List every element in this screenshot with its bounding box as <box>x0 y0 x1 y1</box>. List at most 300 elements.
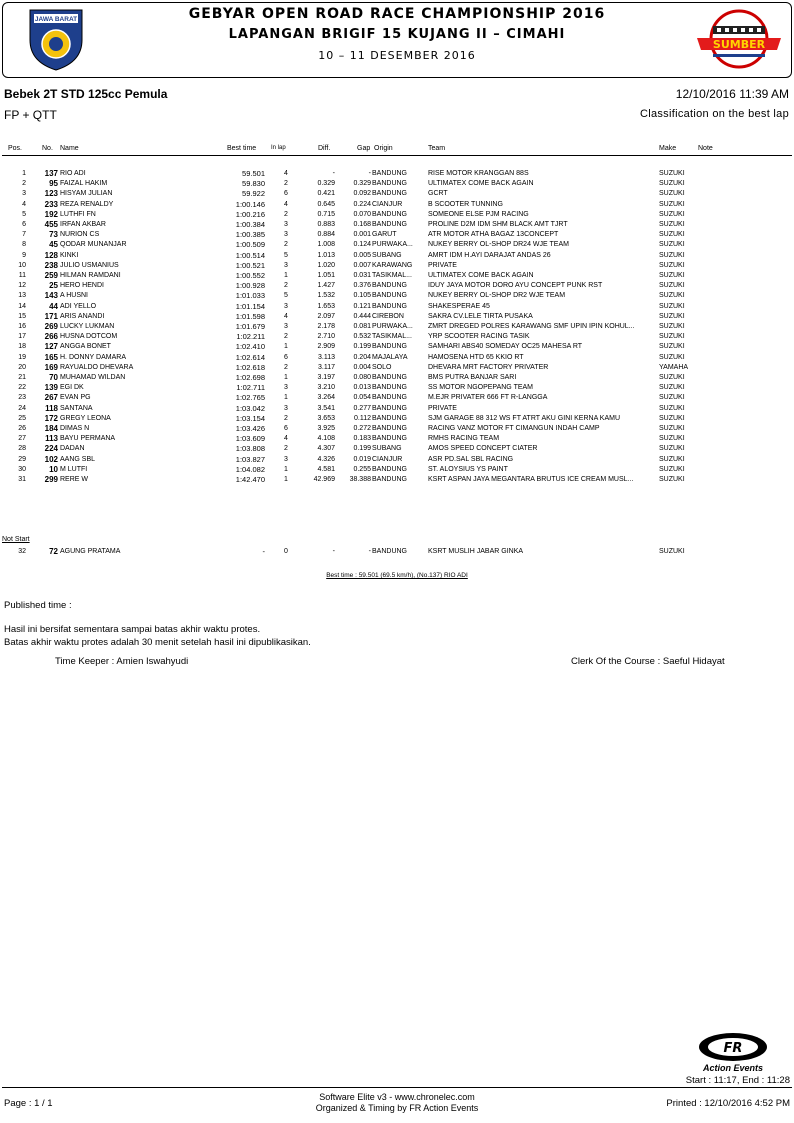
rider-name: RIO ADI <box>60 170 86 177</box>
event-title: GEBYAR OPEN ROAD RACE CHAMPIONSHIP 2016 <box>188 6 606 22</box>
diff: 4.108 <box>317 435 335 443</box>
result-number: 172 <box>44 413 58 423</box>
diff: 3.113 <box>318 353 335 361</box>
best-time: 1:02.698 <box>235 373 265 382</box>
table-row <box>0 302 794 312</box>
table-row <box>0 465 794 475</box>
gap: 0.199 <box>353 343 371 351</box>
team-name: PRIVATE <box>428 404 457 412</box>
diff: 0.715 <box>317 210 335 218</box>
origin: CIANJUR <box>372 200 403 208</box>
result-number: 267 <box>44 393 58 403</box>
col-header-best-time: Best time <box>227 145 257 152</box>
gap: 0.277 <box>353 404 371 412</box>
sponsor-logo-text: SUMBER <box>712 38 766 51</box>
origin: BANDUNG <box>372 210 408 218</box>
published-time: Published time : <box>4 600 72 611</box>
result-pos: 28 <box>18 445 26 453</box>
best-time: 1:03.154 <box>235 413 265 423</box>
make: SUZUKI <box>659 374 685 381</box>
col-header-team: Team <box>428 145 446 152</box>
result-pos: 7 <box>22 231 26 239</box>
diff: 4.581 <box>317 465 335 473</box>
origin: KARAWANG <box>372 261 413 269</box>
col-header-name: Name <box>60 145 79 152</box>
team-name: RMHS RACING TEAM <box>428 435 500 443</box>
origin: PURWAKA... <box>372 323 413 330</box>
result-pos: 6 <box>22 221 26 228</box>
left-badge-text: JAWA BARAT <box>34 16 78 23</box>
gap: 0.005 <box>353 251 371 259</box>
result-number: 73 <box>49 230 58 240</box>
in-lap: 3 <box>284 404 288 412</box>
make: SUZUKI <box>659 333 685 341</box>
in-lap: 4 <box>284 435 288 443</box>
team-name: ZMRT DREGED POLRES KARAWANG SMF UPIN IPIN KOHUL... <box>428 323 635 330</box>
col-header-pos: Pos. <box>8 145 23 152</box>
best-time: 1:03.042 <box>235 403 265 413</box>
result-number: 72 <box>49 547 58 556</box>
make: SUZUKI <box>659 251 685 259</box>
table-row <box>0 271 794 281</box>
team-name: PROLINE D2M IDM SHM BLACK AMT TJRT <box>428 221 568 228</box>
footer-divider <box>2 1087 792 1088</box>
in-lap: 1 <box>284 465 288 473</box>
gap: 0.105 <box>353 292 371 300</box>
gap: 0.183 <box>353 435 371 443</box>
in-lap: 3 <box>284 261 288 269</box>
col-header-in-lap: In lap <box>271 145 286 151</box>
make: SUZUKI <box>659 282 685 290</box>
best-time: 1:42.470 <box>235 475 265 484</box>
result-number: 169 <box>44 362 58 372</box>
make: SUZUKI <box>659 476 685 483</box>
rider-name: ARIS ANANDI <box>60 312 105 320</box>
diff: 0.645 <box>317 200 335 208</box>
rider-name: NURION CS <box>60 231 100 239</box>
result-number: 171 <box>44 311 58 321</box>
event-venue: LAPANGAN BRIGIF 15 KUJANG II – CIMAHI <box>228 27 566 42</box>
in-lap: 4 <box>284 200 288 208</box>
result-pos: 21 <box>18 374 26 381</box>
origin: BANDUNG <box>372 221 408 228</box>
gap: 0.019 <box>353 455 371 463</box>
make: SUZUKI <box>659 548 685 555</box>
in-lap: 6 <box>284 353 288 361</box>
best-time: 1:03.609 <box>235 434 265 444</box>
make: SUZUKI <box>659 312 685 320</box>
diff: 2.909 <box>317 343 335 351</box>
origin: BANDUNG <box>372 302 408 310</box>
origin: BANDUNG <box>372 343 408 351</box>
diff: 1.427 <box>317 282 335 290</box>
best-time: 1:03.426 <box>235 424 265 433</box>
result-pos: 25 <box>18 414 26 422</box>
origin: CIREBON <box>372 312 404 320</box>
result-number: 184 <box>44 424 58 433</box>
best-time: 1:00.928 <box>235 281 265 291</box>
in-lap: 6 <box>284 425 288 432</box>
best-time: - <box>262 547 265 556</box>
team-name: SAKRA CV.LELE TIRTA PUSAKA <box>428 312 533 320</box>
gap: 0.124 <box>353 241 371 249</box>
result-pos: 20 <box>18 363 26 371</box>
best-time: 1:02.614 <box>235 352 265 362</box>
table-row <box>0 281 794 291</box>
in-lap: 2 <box>284 414 288 422</box>
result-number: 10 <box>49 464 58 474</box>
rider-name: H. DONNY DAMARA <box>60 353 126 361</box>
in-lap: 2 <box>284 282 288 290</box>
table-row <box>0 547 794 557</box>
result-number: 44 <box>49 301 58 311</box>
rider-name: AANG SBL <box>60 455 96 463</box>
result-pos: 26 <box>18 425 26 432</box>
result-pos: 29 <box>18 455 26 463</box>
best-time: 1:04.082 <box>235 464 265 474</box>
origin: TASIKMAL... <box>372 333 412 341</box>
col-header-gap: Gap <box>357 145 371 152</box>
result-number: 128 <box>44 250 58 260</box>
origin: BANDUNG <box>372 465 408 473</box>
origin: BANDUNG <box>372 548 408 555</box>
in-lap: 3 <box>284 231 288 239</box>
best-time-note: Best time : 59.501 (69.5 km/h), (No.137) RIO ADI <box>326 572 468 579</box>
result-number: 127 <box>44 342 58 352</box>
col-header-diff: Diff. <box>318 145 331 152</box>
gap: 0.001 <box>353 231 371 239</box>
result-pos: 1 <box>22 170 26 177</box>
rider-name: HISYAM JULIAN <box>60 190 113 198</box>
result-pos: 30 <box>18 465 26 473</box>
rider-name: EVAN PG <box>60 394 91 402</box>
diff: 3.653 <box>317 414 335 422</box>
table-row <box>0 373 794 383</box>
in-lap: 0 <box>284 548 288 555</box>
origin: PURWAKA... <box>372 241 413 249</box>
result-number: 139 <box>44 383 58 393</box>
in-lap: 3 <box>284 384 288 392</box>
gap: 0.272 <box>353 425 371 432</box>
result-pos: 13 <box>18 292 26 300</box>
header-divider <box>2 155 792 156</box>
origin: BANDUNG <box>372 394 408 402</box>
diff: 2.710 <box>317 333 335 341</box>
result-number: 299 <box>44 475 58 484</box>
event-dates: 10 – 11 DESEMBER 2016 <box>318 49 476 62</box>
rider-name: HUSNA DOTCOM <box>60 333 118 341</box>
team-name: ASR PD.SAL SBL RACING <box>428 455 514 463</box>
origin: BANDUNG <box>372 425 408 432</box>
make: SUZUKI <box>659 445 685 453</box>
result-pos: 19 <box>18 353 26 361</box>
in-lap: 5 <box>284 292 288 300</box>
table-row <box>0 434 794 444</box>
best-time: 59.830 <box>242 179 265 189</box>
diff: 1.020 <box>317 261 335 269</box>
team-name: YRP SCOOTER RACING TASIK <box>428 333 530 341</box>
best-time: 1:00.384 <box>235 220 265 229</box>
right-sponsor-logo <box>693 8 785 70</box>
in-lap: 5 <box>284 251 288 259</box>
result-number: 137 <box>44 169 58 178</box>
team-name: B SCOOTER TUNNING <box>428 200 503 208</box>
result-pos: 2 <box>22 180 26 188</box>
make: SUZUKI <box>659 384 685 392</box>
best-time: 1:01.679 <box>235 322 265 331</box>
race-category: Bebek 2T STD 125cc Pemula <box>4 87 168 101</box>
in-lap: 4 <box>284 312 288 320</box>
diff: 0.421 <box>317 190 335 198</box>
make: SUZUKI <box>659 292 685 300</box>
classification-label: Classification on the best lap <box>639 108 789 120</box>
team-name: SHAKESPERAE 45 <box>428 302 490 310</box>
table-row <box>0 444 794 454</box>
best-time: 1:00.509 <box>235 240 265 250</box>
time-keeper: Time Keeper : Amien Iswahyudi <box>55 656 189 667</box>
origin: TASIKMAL... <box>372 272 412 279</box>
best-time: 1:03.808 <box>235 444 265 454</box>
result-pos: 24 <box>18 404 26 412</box>
in-lap: 3 <box>284 302 288 310</box>
table-row <box>0 179 794 189</box>
table-row <box>0 353 794 363</box>
rider-name: LUTHFI FN <box>60 210 96 218</box>
table-row <box>0 322 794 332</box>
team-name: AMOS SPEED CONCEPT CIATER <box>428 445 538 453</box>
in-lap: 2 <box>284 180 288 188</box>
table-row <box>0 475 794 485</box>
result-number: 118 <box>45 403 58 413</box>
team-name: IDUY JAYA MOTOR DORO AYU CONCEPT PUNK RST <box>428 282 603 290</box>
gap: 0.224 <box>353 200 371 208</box>
origin: BANDUNG <box>372 435 408 443</box>
origin: MAJALAYA <box>372 353 408 361</box>
team-name: KSRT ASPAN JAYA MEGANTARA BRUTUS ICE CREAM MUSL... <box>428 476 634 483</box>
result-pos: 17 <box>18 333 26 341</box>
result-number: 45 <box>49 240 58 250</box>
in-lap: 1 <box>284 272 288 279</box>
gap: - <box>368 548 371 555</box>
result-pos: 5 <box>22 210 26 218</box>
rider-name: FAIZAL HAKIM <box>60 180 108 188</box>
gap: 38.388 <box>349 476 371 483</box>
in-lap: 1 <box>284 476 288 483</box>
make: SUZUKI <box>659 272 685 279</box>
origin: BANDUNG <box>372 282 408 290</box>
best-time: 1:02.618 <box>235 362 265 372</box>
rider-name: HERO HENDI <box>60 282 104 290</box>
best-time: 1:01.033 <box>235 291 265 301</box>
result-pos: 12 <box>18 282 26 290</box>
gap: 0.013 <box>353 384 371 392</box>
make: SUZUKI <box>659 425 685 432</box>
table-row <box>0 404 794 414</box>
result-number: 113 <box>45 434 58 444</box>
team-name: KSRT MUSLIH JABAR GINKA <box>428 548 524 555</box>
make: SUZUKI <box>659 241 685 249</box>
gap: - <box>368 170 371 177</box>
rider-name: MUHAMAD WILDAN <box>60 374 126 381</box>
origin: BANDUNG <box>372 180 408 188</box>
organizer-credit: Organized & Timing by FR Action Events <box>315 1103 479 1113</box>
rider-name: IRFAN AKBAR <box>60 221 106 228</box>
team-name: M.EJR PRIVATER 666 FT R-LANGGA <box>428 394 548 402</box>
table-row <box>0 414 794 424</box>
table-row <box>0 424 794 434</box>
diff: 3.210 <box>317 384 335 392</box>
result-number: 259 <box>44 271 58 280</box>
in-lap: 2 <box>284 210 288 218</box>
rider-name: JULIO USMANIUS <box>60 261 119 269</box>
action-logo-mark: FR <box>723 1041 743 1056</box>
table-row <box>0 210 794 220</box>
result-pos: 11 <box>18 272 26 279</box>
rider-name: M LUTFI <box>60 465 88 473</box>
protest-deadline-note: Batas akhir waktu protes adalah 30 menit setelah hasil ini dipublikasikan. <box>4 637 311 648</box>
rider-name: RERE W <box>60 476 88 483</box>
best-time: 1:02.211 <box>236 332 265 342</box>
table-row <box>0 169 794 179</box>
make: SUZUKI <box>659 353 685 361</box>
result-number: 102 <box>44 454 58 464</box>
origin: BANDUNG <box>372 292 408 300</box>
col-header-no: No. <box>42 145 53 152</box>
result-number: 165 <box>44 352 58 362</box>
result-number: 70 <box>49 373 58 382</box>
result-number: 95 <box>49 179 58 189</box>
table-row <box>0 251 794 261</box>
gap: 0.329 <box>353 180 371 188</box>
result-number: 238 <box>44 260 58 270</box>
best-time: 1:02.410 <box>235 342 265 352</box>
origin: BANDUNG <box>372 414 408 422</box>
result-pos: 10 <box>18 261 26 269</box>
team-name: ST. ALOYSIUS YS PAINT <box>428 465 508 473</box>
make: SUZUKI <box>659 180 685 188</box>
result-pos: 27 <box>18 435 26 443</box>
action-events-logo <box>692 1030 774 1074</box>
origin: GARUT <box>372 231 397 239</box>
diff: 2.178 <box>317 323 335 330</box>
page-number: Page : 1 / 1 <box>4 1098 53 1109</box>
in-lap: 2 <box>284 333 288 341</box>
result-pos: 15 <box>18 312 26 320</box>
team-name: ATR MOTOR ATHA BAGAZ 13CONCEPT <box>428 231 559 239</box>
result-number: 143 <box>44 291 58 301</box>
team-name: ULTIMATEX COME BACK AGAIN <box>428 272 534 279</box>
gap: 0.007 <box>353 261 371 269</box>
in-lap: 4 <box>284 170 288 177</box>
result-pos: 16 <box>18 323 26 330</box>
rider-name: GREGY LEONA <box>60 414 111 422</box>
diff: 0.883 <box>317 221 335 228</box>
table-row <box>0 363 794 373</box>
origin: BANDUNG <box>372 384 408 392</box>
result-pos: 4 <box>22 200 26 208</box>
result-pos: 8 <box>22 241 26 249</box>
diff: 1.013 <box>317 251 335 259</box>
team-name: NUKEY BERRY OL-SHOP DR2 WJE TEAM <box>428 292 566 300</box>
gap: 0.204 <box>353 353 371 361</box>
table-row <box>0 189 794 199</box>
diff: 1.653 <box>317 302 335 310</box>
gap: 0.376 <box>353 282 371 290</box>
rider-name: KINKI <box>60 251 79 259</box>
table-row <box>0 342 794 352</box>
diff: - <box>332 548 335 555</box>
col-header-make: Make <box>659 145 677 152</box>
gap: 0.054 <box>353 394 371 402</box>
start-end-time: Start : 11:17, End : 11:28 <box>685 1075 790 1086</box>
diff: 4.307 <box>317 445 335 453</box>
make: SUZUKI <box>659 414 685 422</box>
team-name: SS MOTOR NGOPEPANG TEAM <box>428 384 534 392</box>
origin: SUBANG <box>372 445 402 453</box>
diff: 3.117 <box>318 363 335 371</box>
action-logo-text: Action Events <box>702 1063 764 1073</box>
make: SUZUKI <box>659 394 685 402</box>
rider-name: DADAN <box>60 445 85 453</box>
make: SUZUKI <box>659 210 685 218</box>
team-name: RACING VANZ MOTOR FT CIMANGUN INDAH CAMP <box>428 425 600 432</box>
rider-name: QODAR MUNANJAR <box>60 241 127 249</box>
gap: 0.532 <box>353 333 371 341</box>
best-time: 1:00.216 <box>235 209 265 219</box>
diff: 0.884 <box>317 231 335 239</box>
origin: CIANJUR <box>372 455 403 463</box>
gap: 0.199 <box>353 445 371 453</box>
not-start-label: Not Start <box>2 536 30 543</box>
col-header-origin: Origin <box>374 145 393 152</box>
make: SUZUKI <box>659 221 685 228</box>
diff: 3.541 <box>317 404 335 412</box>
make: SUZUKI <box>659 465 685 473</box>
in-lap: 3 <box>284 221 288 228</box>
gap: 0.255 <box>353 465 371 473</box>
make: SUZUKI <box>659 261 685 269</box>
result-number: 224 <box>44 444 58 454</box>
origin: SUBANG <box>372 251 402 259</box>
diff: 2.097 <box>317 312 335 320</box>
diff: 42.969 <box>313 476 335 483</box>
gap: 0.081 <box>353 323 371 330</box>
rider-name: REZA RENALDY <box>60 200 114 208</box>
make: SUZUKI <box>659 231 685 239</box>
team-name: DHEVARA MRT FACTORY PRIVATER <box>428 363 549 371</box>
clerk-of-course: Clerk Of the Course : Saeful Hidayat <box>571 656 725 667</box>
result-number: 233 <box>44 199 58 209</box>
table-row <box>0 291 794 301</box>
in-lap: 1 <box>284 343 288 351</box>
team-name: NUKEY BERRY OL-SHOP DR24 WJE TEAM <box>428 241 569 249</box>
make: SUZUKI <box>659 404 685 412</box>
origin: BANDUNG <box>372 476 408 483</box>
result-pos: 3 <box>22 190 26 198</box>
team-name: HAMOSENA HTD 65 KKIO RT <box>428 353 524 361</box>
best-time: 1:02.765 <box>235 393 265 403</box>
best-time: 1:02.711 <box>236 383 265 393</box>
in-lap: 3 <box>284 323 288 330</box>
table-row <box>0 220 794 230</box>
in-lap: 1 <box>284 374 288 381</box>
table-row <box>0 455 794 465</box>
result-number: 123 <box>44 189 58 199</box>
make: SUZUKI <box>659 170 685 177</box>
in-lap: 1 <box>284 394 288 402</box>
best-time: 1:00.385 <box>235 230 265 240</box>
rider-name: BAYU PERMANA <box>60 435 116 443</box>
